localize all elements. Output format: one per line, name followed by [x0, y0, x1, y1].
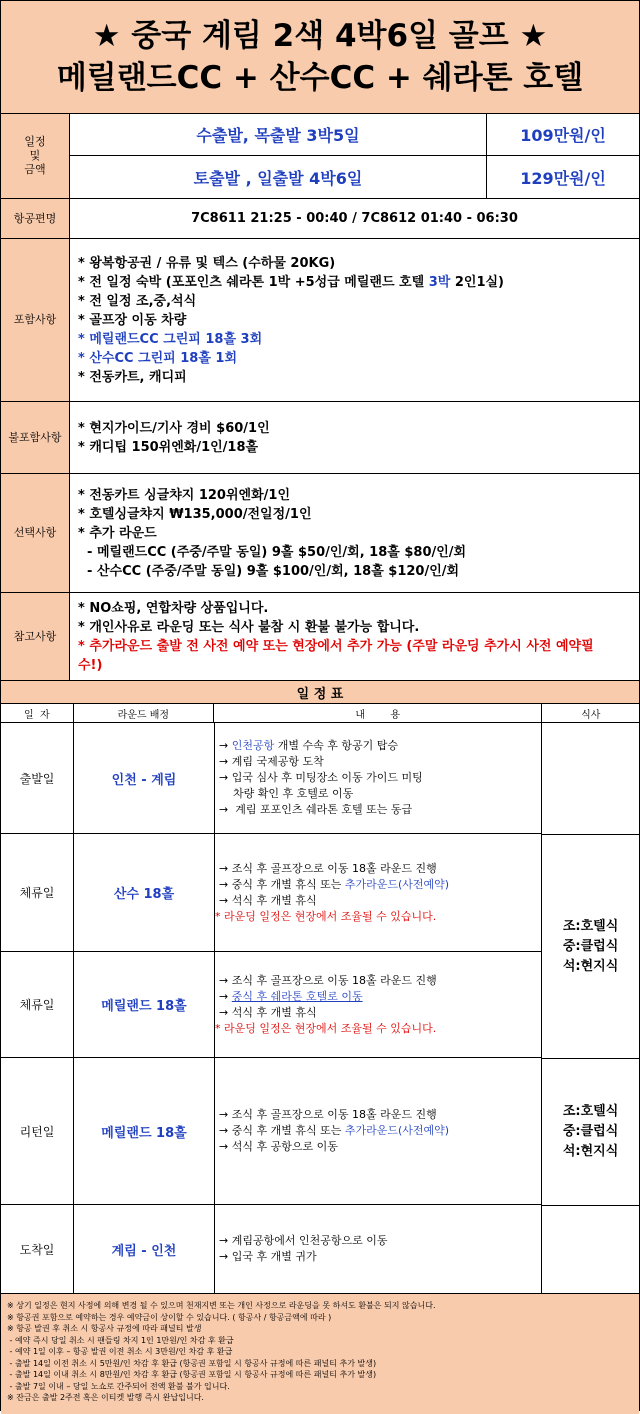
- content-line: → 조식 후 골프장으로 이동 18홀 라운드 진행: [219, 1108, 437, 1121]
- optional-list: [70, 474, 639, 592]
- footer-note: ※ 상기 일정은 현지 사정에 의해 변경 될 수 있으며 천재지변 또는 개인 사정으로 라운딩을 못 하셔도 환불은 되지 않습니다.: [7, 1301, 436, 1310]
- round-label: 계림 - 인천: [74, 1205, 215, 1293]
- meal-breakfast: 조:호텔식: [562, 1104, 619, 1119]
- content-line: → 입국 후 개별 귀가: [219, 1250, 317, 1263]
- included-item-text: * 전 일정 숙박 (포포인츠 쉐라톤 1박 +5성급 메릴랜드 호텔: [78, 274, 429, 290]
- schedule-row: [1, 723, 541, 834]
- meal-breakfast: 조:호텔식: [562, 918, 619, 934]
- pricing-schedule: 수출발, 목출발 3박5일: [70, 114, 487, 155]
- day-label: 체류일: [1, 952, 74, 1057]
- reference-section: [1, 593, 639, 681]
- day-content: [215, 1058, 541, 1204]
- content-line: → 조식 후 골프장으로 이동 18홀 라운드 진행: [219, 973, 437, 987]
- header-meals: 식사: [581, 709, 601, 721]
- schedule-row: [1, 1205, 541, 1293]
- included-item: * 전 일정 조,중,석식: [78, 293, 197, 309]
- included-item: [78, 273, 504, 292]
- pricing-schedule: 토출발 , 일출발 4박6일: [70, 156, 487, 198]
- optional-item: - 메릴랜드CC (주중/주말 동일) 9홀 $50/인/회, 18홀 $80/인/회: [78, 544, 467, 560]
- day-content: [215, 723, 541, 833]
- meals-column: [542, 723, 639, 1293]
- schedule-row: [1, 1058, 541, 1205]
- line-text: → 중식 후 개별 휴식 또는: [219, 877, 345, 891]
- reference-item: * 개인사유로 라운딩 또는 식사 불참 시 환불 불가능 합니다.: [78, 619, 420, 635]
- content-line: → 입국 심사 후 미팅장소 이동 가이드 미팅: [219, 771, 423, 784]
- day-content: [215, 1205, 541, 1293]
- pricing-row: [70, 156, 639, 198]
- meal-cell-empty: [542, 723, 639, 835]
- meal-lunch: 중:클럽식: [562, 938, 619, 954]
- day-label: 체류일: [1, 834, 74, 951]
- reference-label: 참고사항: [1, 593, 70, 680]
- optional-item: - 산수CC (주중/주말 동일) 9홀 $100/인/회, 18홀 $120/인/회: [78, 563, 460, 579]
- meal-cell-empty: [542, 1206, 639, 1293]
- header-round: 라운드 배정: [74, 704, 214, 722]
- schedule-header-row: [1, 704, 639, 723]
- excluded-label: 불포함사항: [1, 402, 70, 473]
- included-label: 포함사항: [1, 239, 70, 401]
- line-text: →: [219, 739, 232, 752]
- content-line: → 계림 포포인츠 쉐라톤 호텔 또는 동급: [219, 803, 413, 816]
- schedule-row: [1, 834, 541, 952]
- title-line-1: ★ 중국 계림 2색 4박6일 골프 ★: [92, 18, 548, 54]
- optional-item: * 호텔싱글챠지 ₩135,000/전일정/1인: [78, 506, 312, 522]
- meal-cell: [542, 1059, 639, 1206]
- title-banner: [1, 1, 639, 114]
- day-content: [215, 952, 541, 1057]
- footer-note: - 출발 14일 이전 취소 시 5만원/인 차감 후 환급 (항공권 포함일 시 항공사 규정에 따른 패널티 추가 발생): [7, 1358, 377, 1368]
- optional-label: 선택사항: [1, 474, 70, 592]
- line-text: → 중식 후 개별 휴식 또는: [219, 1124, 345, 1137]
- meal-dinner: 석:현지식: [562, 1144, 619, 1159]
- reference-list: [70, 593, 639, 680]
- content-line: → 석식 후 공항으로 이동: [219, 1140, 338, 1153]
- included-list: [70, 239, 639, 401]
- content-line: [219, 1123, 541, 1139]
- footer-note: ※ 잔금은 출발 2주전 혹은 이티켓 발행 즉시 완납입니다.: [7, 1393, 204, 1402]
- content-note: * 라운딩 일정은 현장에서 조율될 수 있습니다.: [215, 1021, 437, 1035]
- content-line: → 석식 후 개별 휴식: [219, 893, 317, 907]
- flight-section: [1, 199, 639, 239]
- excluded-item: * 현지가이드/기사 경비 $60/1인: [78, 420, 270, 436]
- meal-cell: [542, 835, 639, 1059]
- included-item: * 골프장 이동 차량: [78, 312, 187, 328]
- reference-item: * 추가라운드 출발 전 사전 예약 또는 현장에서 추가 가능 (주말 라운딩 추가시 사전 예약필: [78, 638, 594, 654]
- flight-value: 7C8611 21:25 - 00:40 / 7C8612 01:40 - 06:30: [191, 211, 518, 226]
- line-text: 개별 수속 후 항공기 탑승: [274, 739, 398, 752]
- footer-note: - 출발 14일 이내 취소 시 8만원/인 차감 후 환급 (항공권 포함일 시 항공사 규정에 따른 패널티 추가 발생): [7, 1370, 377, 1379]
- pricing-label: 일정 및 금액: [1, 114, 70, 198]
- round-label: 메릴랜드 18홀: [74, 952, 215, 1057]
- reference-item: * NO쇼핑, 연합차량 상품입니다.: [78, 600, 269, 616]
- excluded-section: [1, 402, 639, 474]
- round-label: 메릴랜드 18홀: [74, 1058, 215, 1204]
- footer-note: - 출발 7일 이내 – 당일 노쇼로 간주되어 전액 환불 불가 입니다.: [7, 1381, 230, 1391]
- included-section: [1, 239, 639, 402]
- pricing-row: [70, 114, 639, 156]
- header-date: 일 자: [1, 704, 74, 722]
- day-label: 도착일: [1, 1205, 74, 1293]
- included-item-highlight: 3박: [428, 274, 451, 290]
- footer-notes: [1, 1294, 639, 1414]
- day-label: 출발일: [1, 723, 74, 833]
- title-line-2: 메릴랜드CC + 산수CC + 쉐라톤 호텔: [56, 60, 584, 96]
- line-highlight: 중식 후 쉐라톤 호텔로 이동: [231, 989, 363, 1003]
- footer-note: - 예약 1일 이후 – 항공 발권 이전 취소 시 3만원/인 차감 후 환급: [7, 1347, 233, 1356]
- footer-note: ※ 항공 발권 후 취소 시 항공사 규정에 따라 패널티 발생: [7, 1324, 202, 1333]
- reference-item: 수!): [78, 657, 103, 673]
- optional-item: * 추가 라운드: [78, 525, 157, 541]
- pricing-price: 109만원/인: [520, 126, 606, 145]
- footer-note: - 예약 즉시 당일 취소 시 팬들링 차지 1인 1만원/인 차감 후 환급: [7, 1335, 234, 1345]
- line-text: →: [219, 989, 232, 1003]
- excluded-list: [70, 402, 639, 473]
- included-item: * 산수CC 그린피 18홀 1회: [78, 350, 238, 366]
- schedule-body: [1, 723, 639, 1294]
- round-label: 산수 18홀: [74, 834, 215, 951]
- flight-label: 항공편명: [1, 199, 70, 238]
- schedule-row: [1, 952, 541, 1058]
- included-item: * 전동카트, 캐디피: [78, 369, 187, 385]
- schedule-title: 일 정 표: [1, 681, 639, 704]
- content-line: [219, 738, 541, 754]
- content-line: → 조식 후 골프장으로 이동 18홀 라운드 진행: [219, 861, 437, 875]
- included-item: * 왕복항공권 / 유류 및 텍스 (수하물 20KG): [78, 255, 336, 271]
- day-content: [215, 834, 541, 951]
- content-line: 차량 확인 후 호텔로 이동: [219, 787, 354, 800]
- excluded-item: * 캐디팁 150위엔화/1인/18홀: [78, 439, 259, 455]
- content-note: * 라운딩 일정은 현장에서 조율될 수 있습니다.: [215, 909, 437, 923]
- round-label: 인천 - 계림: [74, 723, 215, 833]
- content-line: → 계림공항에서 인천공항으로 이동: [219, 1234, 388, 1247]
- optional-section: [1, 474, 639, 593]
- included-item-text: 2인1실): [450, 274, 504, 290]
- content-line: [219, 989, 541, 1005]
- meal-lunch: 중:클럽식: [562, 1124, 619, 1139]
- header-content: 내 용: [214, 704, 542, 722]
- meal-dinner: 석:현지식: [562, 958, 619, 974]
- line-highlight: 추가라운드(사전예약): [344, 877, 450, 891]
- footer-note: ※ 항공권 포함으로 예약하는 경우 예약금이 상이할 수 있습니다. ( 항공사 / 항공금액에 따라 ): [7, 1312, 332, 1322]
- line-highlight: 인천공항: [231, 739, 275, 752]
- pricing-section: [1, 114, 639, 199]
- day-label: 리턴일: [1, 1058, 74, 1204]
- line-highlight: 추가라운드(사전예약): [344, 1124, 450, 1137]
- pricing-price: 129만원/인: [520, 168, 606, 188]
- content-line: → 계림 국제공항 도착: [219, 755, 324, 768]
- content-line: → 석식 후 개별 휴식: [219, 1005, 317, 1019]
- optional-item: * 전동카트 싱글챠지 120위엔화/1인: [78, 487, 291, 503]
- included-item: * 메릴랜드CC 그린피 18홀 3회: [78, 331, 263, 347]
- content-line: [219, 877, 541, 893]
